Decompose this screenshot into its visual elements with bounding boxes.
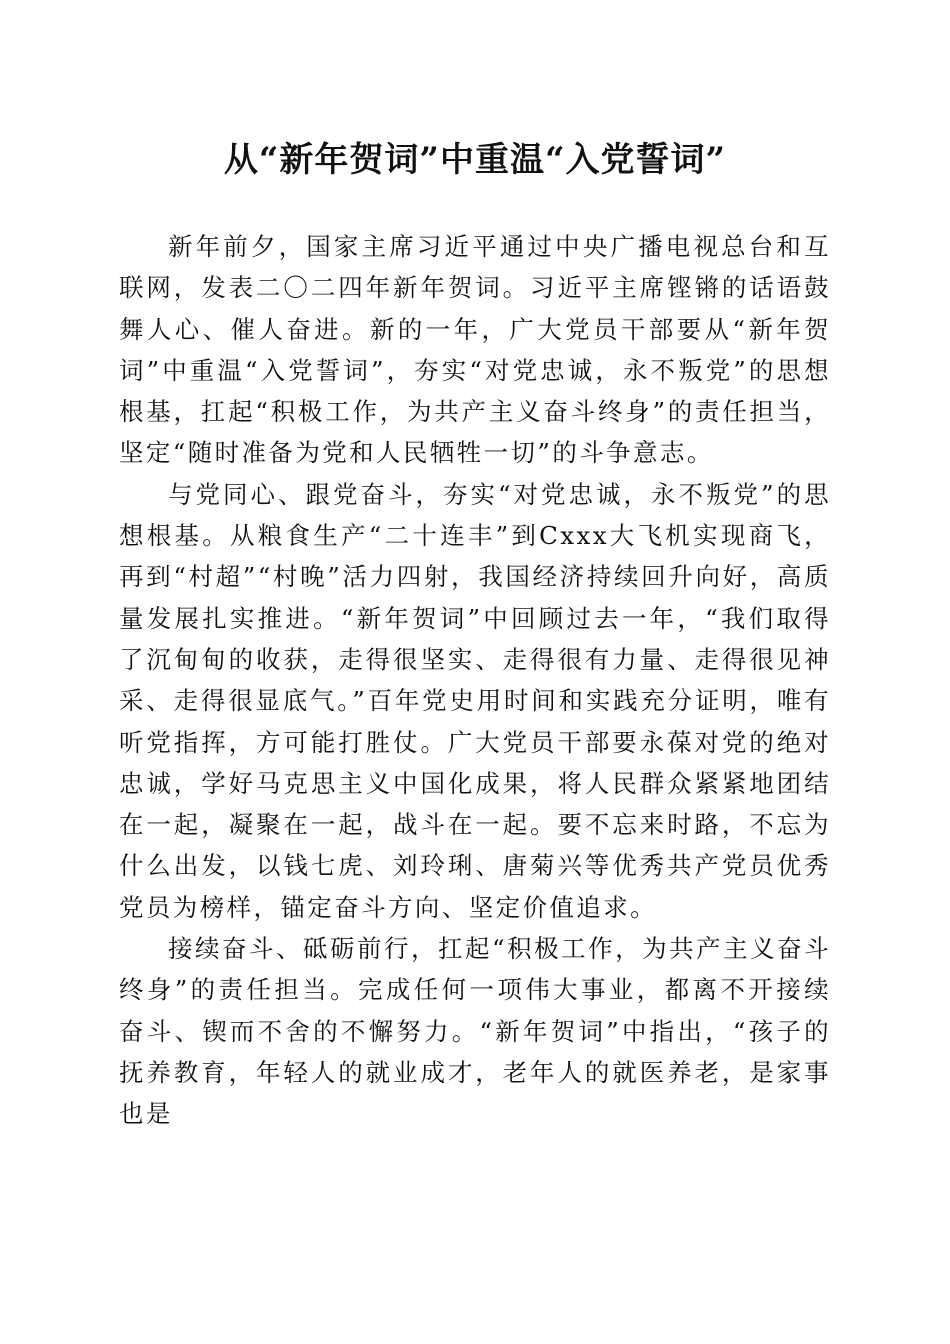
page-title: 从“新年贺词”中重温“入党誓词” (223, 140, 727, 180)
paragraph-1: 新年前夕，国家主席习近平通过中央广播电视总台和互联网，发表二〇二四年新年贺词。习近平主席铿锵的话语鼓舞人心、催人奋进。新的一年，广大党员干部要从“新年贺词”中重温“入党誓词”，夯实“对党忠诚，永不叛党”的思想根基，扛起“积极工作，为共产主义奋斗终身”的责任担当，坚定“随时准备为党和人民牺牲一切”的斗争意志。 (119, 232, 831, 468)
document-body (119, 226, 831, 1135)
paragraph-3: 接续奋斗、砥砺前行，扛起“积极工作，为共产主义奋斗终身”的责任担当。完成任何一项伟大事业，都离不开接续奋斗、锲而不舍的不懈努力。“新年贺词”中指出，“孩子的抚养教育，年轻人的就业成才，老年人的就医养老，是家事也是 (119, 934, 831, 1129)
paragraph-2: 与党同心、跟党奋斗，夯实“对党忠诚，永不叛党”的思想根基。从粮食生产“二十连丰”到Cxxx大飞机实现商飞，再到“村超”“村晚”活力四射，我国经济持续回升向好，高质量发展扎实推进。“新年贺词”中回顾过去一年，“我们取得了沉甸甸的收获，走得很坚实、走得很有力量、走得很见神采、走得很显底气。”百年党史用时间和实践充分证明，唯有听党指挥，方可能打胜仗。广大党员干部要永葆对党的绝对忠诚，学好马克思主义中国化成果，将人民群众紧紧地团结在一起，凝聚在一起，战斗在一起。要不忘来时路，不忘为什么出发，以钱七虎、刘玲琍、唐菊兴等优秀共产党员优秀党员为榜样，锚定奋斗方向、坚定价值追求。 (119, 479, 831, 922)
